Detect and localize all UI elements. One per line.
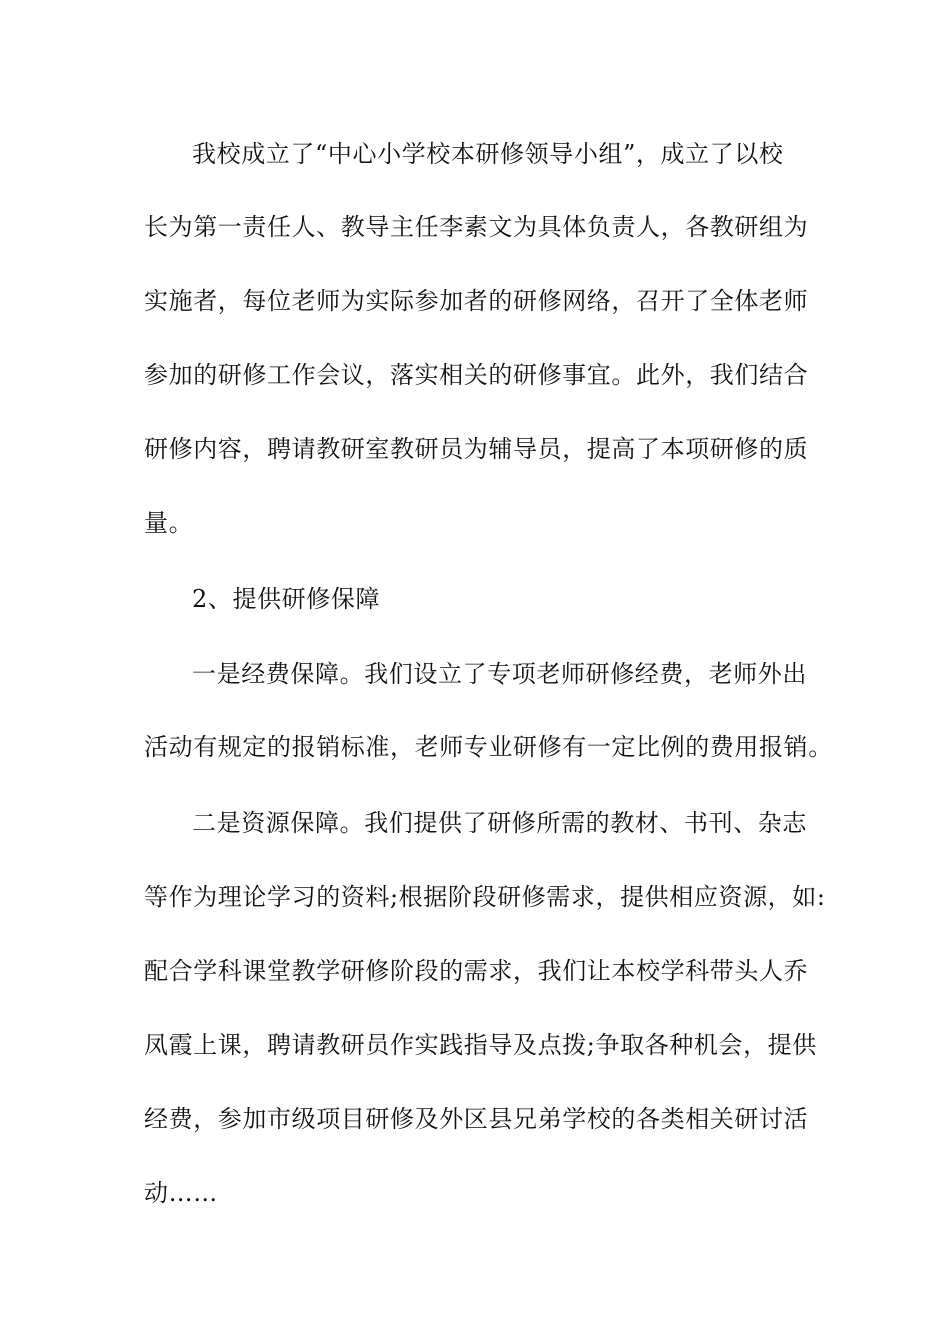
paragraph-3-line-2: 等作为理论学习的资料;根据阶段研修需求，提供相应资源，如:: [144, 883, 826, 911]
paragraph-1-line-2: 长为第一责任人、教导主任李素文为具体负责人，各教研组为: [144, 213, 809, 241]
paragraph-1-line-4: 参加的研修工作会议，落实相关的研修事宜。此外，我们结合: [144, 361, 809, 389]
paragraph-1-line-5: 研修内容，聘请教研室教研员为辅导员，提高了本项研修的质: [144, 435, 809, 463]
paragraph-1-line-1: 我校成立了“中心小学校本研修领导小组”，成立了以校: [192, 140, 784, 168]
section-heading: 2、提供研修保障: [192, 585, 381, 613]
paragraph-2-line-2: 活动有规定的报销标准，老师专业研修有一定比例的费用报销。: [144, 733, 833, 761]
paragraph-3-line-3: 配合学科课堂教学研修阶段的需求，我们让本校学科带头人乔: [144, 957, 809, 985]
paragraph-2-line-1: 一是经费保障。我们设立了专项老师研修经费，老师外出: [192, 660, 807, 688]
paragraph-3-line-5: 经费，参加市级项目研修及外区县兄弟学校的各类相关研讨活: [144, 1105, 809, 1133]
paragraph-3-line-1: 二是资源保障。我们提供了研修所需的教材、书刊、杂志: [192, 809, 807, 837]
paragraph-3-line-4: 凤霞上课，聘请教研员作实践指导及点拨;争取各种机会，提供: [144, 1031, 817, 1059]
paragraph-1-line-6: 量。: [144, 509, 194, 537]
paragraph-3-line-6: 动……: [144, 1179, 218, 1207]
paragraph-1-line-3: 实施者，每位老师为实际参加者的研修网络，召开了全体老师: [144, 287, 809, 315]
